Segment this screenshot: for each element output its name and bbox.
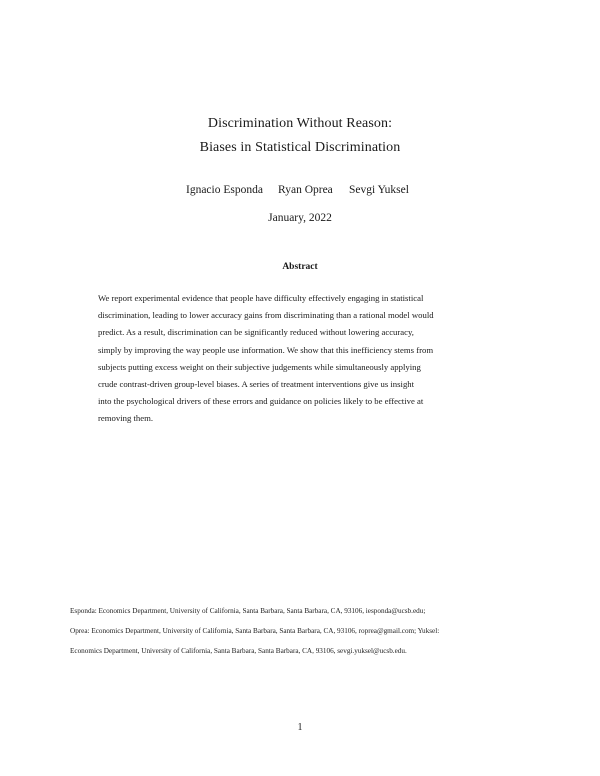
- abstract-heading: Abstract: [282, 262, 318, 272]
- publication-date: January, 2022: [268, 212, 332, 224]
- abstract-line: into the psychological drivers of these errors and guidance on policies likely to be effective at: [98, 396, 424, 407]
- abstract-line: discrimination, leading to lower accuracy gains from discriminating than a rational model would: [98, 310, 434, 321]
- abstract-body: [98, 290, 503, 428]
- abstract-line: crude contrast-driven group-level biases. A series of treatment interventions give us insight: [98, 379, 415, 390]
- author-list: [0, 184, 600, 200]
- footnote-line: Economics Department, University of California, Santa Barbara, Santa Barbara, CA, 93106, sevgi.yuksel@ucsb.edu.: [70, 647, 407, 655]
- paper-title-line-2: Biases in Statistical Discrimination: [199, 140, 401, 155]
- author-name: Ignacio Esponda: [186, 184, 263, 196]
- abstract-line: predict. As a result, discrimination can be significantly reduced without lowering accuracy,: [98, 327, 414, 338]
- abstract-line: We report experimental evidence that people have difficulty effectively engaging in statistical: [98, 293, 424, 303]
- author-name: Sevgi Yuksel: [349, 184, 409, 196]
- page-number: 1: [297, 722, 303, 733]
- footnote-line: Esponda: Economics Department, University of California, Santa Barbara, Santa Barbara, CA, 93106, iesponda@ucsb.edu;: [70, 607, 426, 615]
- abstract-line: simply by improving the way people use information. We show that this inefficiency stems from: [98, 344, 434, 355]
- author-name: Ryan Oprea: [278, 184, 333, 196]
- author-affiliation-footnote: [70, 601, 535, 661]
- abstract-line: removing them.: [98, 413, 154, 424]
- footnote-line: Oprea: Economics Department, University of California, Santa Barbara, Santa Barbara, CA, 93106, roprea@gmail.com; Yuksel:: [70, 627, 440, 635]
- abstract-line: subjects putting excess weight on their subjective judgements while simultaneously applying: [98, 361, 421, 372]
- paper-title-line-1: Discrimination Without Reason:: [207, 116, 393, 131]
